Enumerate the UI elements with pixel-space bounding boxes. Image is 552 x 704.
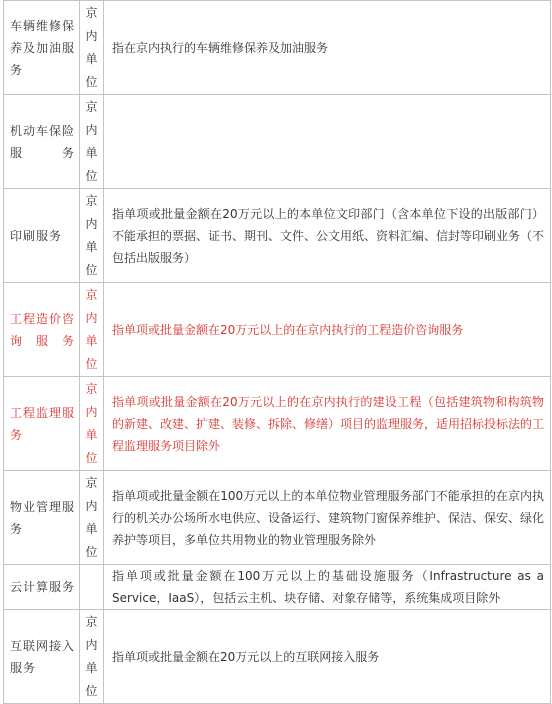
service-name: 车辆维修保养及加油服务 [4,1,80,95]
service-name: 机动车保险服务 [4,95,80,189]
service-description: 指单项或批量金额在20万元以上的在京内执行的工程造价咨询服务 [104,283,551,377]
service-name: 工程监理服务 [4,377,80,471]
service-description [104,95,551,189]
service-name: 物业管理服务 [4,471,80,565]
scope-cell [80,565,104,610]
service-name: 云计算服务 [4,565,80,610]
service-description: 指单项或批量金额在100万元以上的基础设施服务（Infrastructure as a Service，IaaS），包括云主机、块存储、对象存储等，系统集成项目除外 [104,565,551,610]
scope-cell: 京内单位 [80,377,104,471]
service-description: 指单项或批量金额在20万元以上的本单位文印部门（含本单位下设的出版部门）不能承担的票据、证书、期刊、文件、公文用纸、资料汇编、信封等印刷业务（不包括出版服务） [104,189,551,283]
service-description: 指单项或批量金额在100万元以上的本单位物业管理服务部门不能承担的在京内执行的机关办公场所水电供应、设备运行、建筑物门窗保养维护、保洁、保安、绿化养护等项目，多单位共用物业的物业管理服务除外 [104,471,551,565]
scope-cell: 京内单位 [80,471,104,565]
scope-cell: 京内单位 [80,283,104,377]
scope-cell: 京内单位 [80,189,104,283]
service-description: 指在京内执行的车辆维修保养及加油服务 [104,1,551,95]
table-row [4,565,551,610]
table-row [4,95,551,189]
table-row [4,610,551,704]
service-description: 指单项或批量金额在20万元以上的在京内执行的建设工程（包括建筑物和构筑物的新建、改建、扩建、装修、拆除、修缮）项目的监理服务，适用招标投标法的工程监理服务项目除外 [104,377,551,471]
service-name: 印刷服务 [4,189,80,283]
scope-cell: 京内单位 [80,1,104,95]
service-name: 互联网接入服务 [4,610,80,704]
procurement-catalog-table [3,0,551,704]
scope-cell: 京内单位 [80,610,104,704]
table-row [4,1,551,95]
table-row [4,377,551,471]
table-row [4,471,551,565]
service-name: 工程造价咨询服务 [4,283,80,377]
table-row [4,283,551,377]
scope-cell: 京内单位 [80,95,104,189]
table-row [4,189,551,283]
service-description: 指单项或批量金额在20万元以上的互联网接入服务 [104,610,551,704]
